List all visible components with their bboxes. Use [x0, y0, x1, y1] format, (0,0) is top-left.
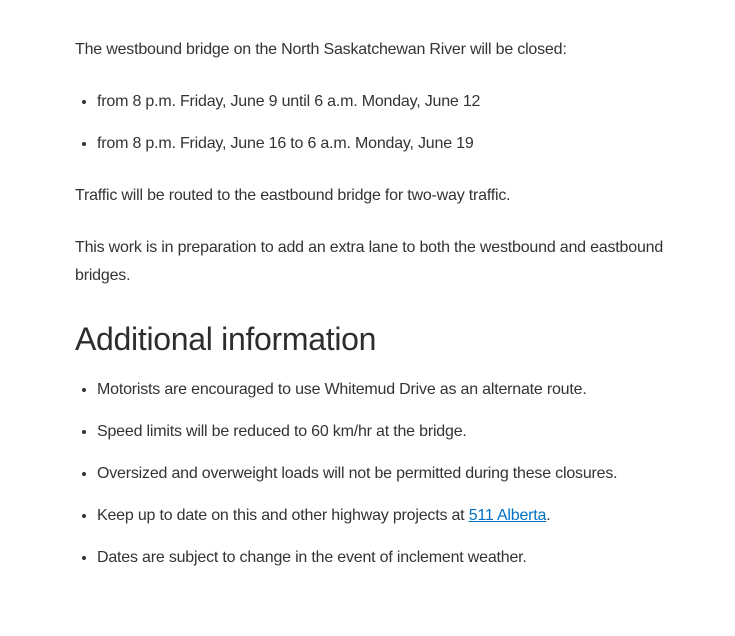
section-heading: Additional information [75, 321, 377, 357]
info-list-item-text: Keep up to date on this and other highway projects at [97, 507, 469, 524]
info-list-item [97, 502, 717, 530]
work-paragraph: This work is in preparation to add an extra lane to both the westbound and eastbound bridges. [75, 239, 664, 284]
closure-list-item: • from 8 p.m. Friday, June 16 to 6 a.m. Monday, June 19 [97, 130, 717, 158]
info-list [75, 376, 717, 572]
info-list-item-text: . [546, 507, 551, 524]
traffic-paragraph: Traffic will be routed to the eastbound bridge for two-way traffic. [75, 187, 511, 204]
info-list-item: • Dates are subject to change in the event of inclement weather. [97, 544, 717, 572]
closure-list-item: • from 8 p.m. Friday, June 9 until 6 a.m. Monday, June 12 [97, 88, 717, 116]
closure-list [75, 88, 717, 158]
info-list-item: • Oversized and overweight loads will not be permitted during these closures. [97, 460, 717, 488]
article-body [75, 36, 717, 572]
info-list-item: • Motorists are encouraged to use Whitemud Drive as an alternate route. [97, 376, 717, 404]
info-list-item: • Speed limits will be reduced to 60 km/hr at the bridge. [97, 418, 717, 446]
intro-paragraph: The westbound bridge on the North Saskatchewan River will be closed: [75, 41, 567, 58]
511-alberta-link[interactable]: 511 Alberta [468, 507, 547, 524]
